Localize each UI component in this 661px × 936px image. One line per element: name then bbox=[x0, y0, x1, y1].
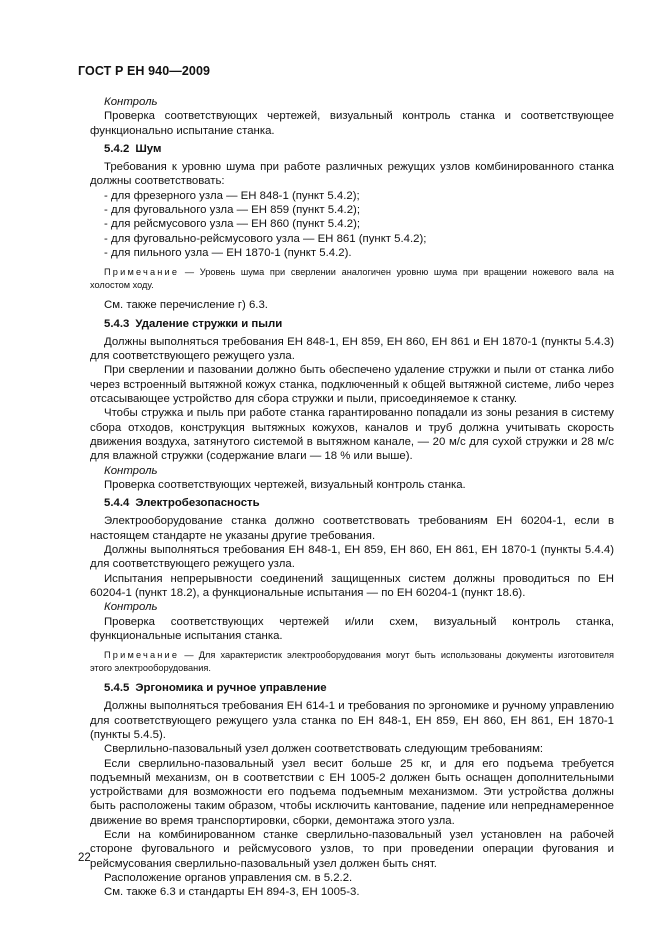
paragraph: Расположение органов управления см. в 5.2.2. bbox=[104, 871, 353, 884]
section-title: Удаление стружки и пыли bbox=[135, 317, 283, 330]
section-title: Шум bbox=[135, 142, 162, 155]
list-item: - для фуговального узла — ЕН 859 (пункт 5.4.2); bbox=[104, 204, 361, 217]
paragraph: Если сверлильно-пазовальный узел весит больше 25 кг, и для его подъема требуется подъемный механизм, он в соответствии с ЕН 1005-2 должен быть оснащен дополнительными устройствами для возможности его подъема подъемным механизмом. Эти устройства должны быть расположены таким образом, чтобы исключить кантование, падение или непреднамеренное движение во время транспортировки, сборки, демонтажа этого узла. bbox=[90, 757, 614, 827]
paragraph: Если на комбинированном станке сверлильно-пазовальный узел установлен на рабочей стороне фуговального и рейсмусового узлов, то при проведении операции фугования и рейсмусования сверлильно-пазовальный узел должен быть снят. bbox=[90, 829, 614, 870]
paragraph: Проверка соответствующих чертежей и/или схем, визуальный контроль станка, функциональные испытания станка. bbox=[90, 615, 614, 642]
section-title: Электробезопасность bbox=[135, 497, 260, 510]
section-title: Эргономика и ручное управление bbox=[135, 682, 327, 695]
section-number: 5.4.2 bbox=[104, 142, 130, 155]
page-number: 22 bbox=[78, 852, 91, 864]
control-label: Контроль bbox=[104, 96, 158, 108]
section-heading bbox=[90, 496, 614, 510]
paragraph: Требования к уровню шума при работе различных режущих узлов комбинированного станка должны соответствовать: bbox=[90, 161, 614, 188]
paragraph: Электрооборудование станка должно соответствовать требованиям ЕН 60204-1, если в настоящем стандарте не указаны другие требования. bbox=[90, 515, 614, 542]
control-label: Контроль bbox=[104, 464, 158, 477]
paragraph: Сверлильно-пазовальный узел должен соответствовать следующим требованиям: bbox=[104, 743, 544, 756]
paragraph: Проверка соответствующих чертежей, визуальный контроль станка. bbox=[104, 478, 466, 491]
section-heading bbox=[90, 317, 614, 331]
note-label: Примечание bbox=[104, 267, 180, 278]
document-body bbox=[90, 95, 614, 900]
paragraph: При сверлении и пазовании должно быть обеспечено удаление стружки и пыли от станка либо через встроенный вытяжной кожух станка, подключенный к общей вытяжной системе, либо через отсасывающее устройство для сбора стружки и пыли, присоединяемое к станку. bbox=[90, 364, 614, 406]
paragraph: Чтобы стружка и пыль при работе станка гарантированно попадали из зоны резания в систему сбора отходов, конструкция вытяжных кожухов, каналов и труб должна учитывать скорость движения воздуха, затянутого системой в вытяжном канале, — 20 м/с для сухой стружки и 28 м/с для влажной стружки (содержание влаги — 18 % или выше). bbox=[90, 407, 614, 463]
paragraph: См. также перечисление г) 6.3. bbox=[104, 299, 268, 312]
paragraph: Испытания непрерывности соединений защищенных систем должны проводиться по ЕН 60204-1 (пункт 18.2), а функциональные испытания — по ЕН 60204-1 (пункт 18.6). bbox=[90, 572, 614, 599]
control-label: Контроль bbox=[104, 601, 158, 614]
section-heading bbox=[90, 681, 614, 695]
list-item: - для рейсмусового узла — ЕН 860 (пункт 5.4.2); bbox=[104, 218, 361, 231]
paragraph: Должны выполняться требования ЕН 848-1, ЕН 859, ЕН 860, ЕН 861 и ЕН 1870-1 (пункты 5.4.3) для соответствующего режущего узла. bbox=[90, 335, 614, 363]
paragraph: Должны выполняться требования ЕН 614-1 и требования по эргономике и ручному управлению для соответствующего режущего узла станка по ЕН 848-1, ЕН 859, ЕН 860, ЕН 861, ЕН 1870-1 (пункты 5.4.5). bbox=[90, 700, 614, 741]
note bbox=[90, 649, 614, 675]
paragraph: Проверка соответствующих чертежей, визуальный контроль станка и соответствующее функционально испытание станка. bbox=[90, 110, 614, 137]
section-number: 5.4.3 bbox=[104, 317, 130, 330]
section-number: 5.4.5 bbox=[104, 682, 130, 695]
paragraph: См. также 6.3 и стандарты ЕН 894-3, ЕН 1005-3. bbox=[104, 886, 360, 899]
note bbox=[90, 266, 614, 292]
note-text: — Уровень шума при сверлении аналогичен уровню шума при вращении ножевого вала на холостом ходу. bbox=[90, 267, 614, 291]
list-item: - для фуговально-рейсмусового узла — ЕН 861 (пункт 5.4.2); bbox=[104, 232, 427, 245]
list-item: - для пильного узла — ЕН 1870-1 (пункт 5.4.2). bbox=[104, 246, 352, 259]
note-label: Примечание bbox=[104, 650, 180, 661]
note-text: — Для характеристик электрооборудования могут быть использованы документы изготовителя этого электрооборудования. bbox=[90, 650, 614, 674]
section-heading bbox=[90, 142, 614, 156]
list-item: - для фрезерного узла — ЕН 848-1 (пункт 5.4.2); bbox=[104, 189, 360, 202]
paragraph: Должны выполняться требования ЕН 848-1, ЕН 859, ЕН 860, ЕН 861, ЕН 1870-1 (пункты 5.4.4) для соответствующего режущего узла. bbox=[90, 544, 614, 571]
section-number: 5.4.4 bbox=[104, 497, 130, 510]
document-header: ГОСТ Р ЕН 940—2009 bbox=[78, 64, 211, 78]
